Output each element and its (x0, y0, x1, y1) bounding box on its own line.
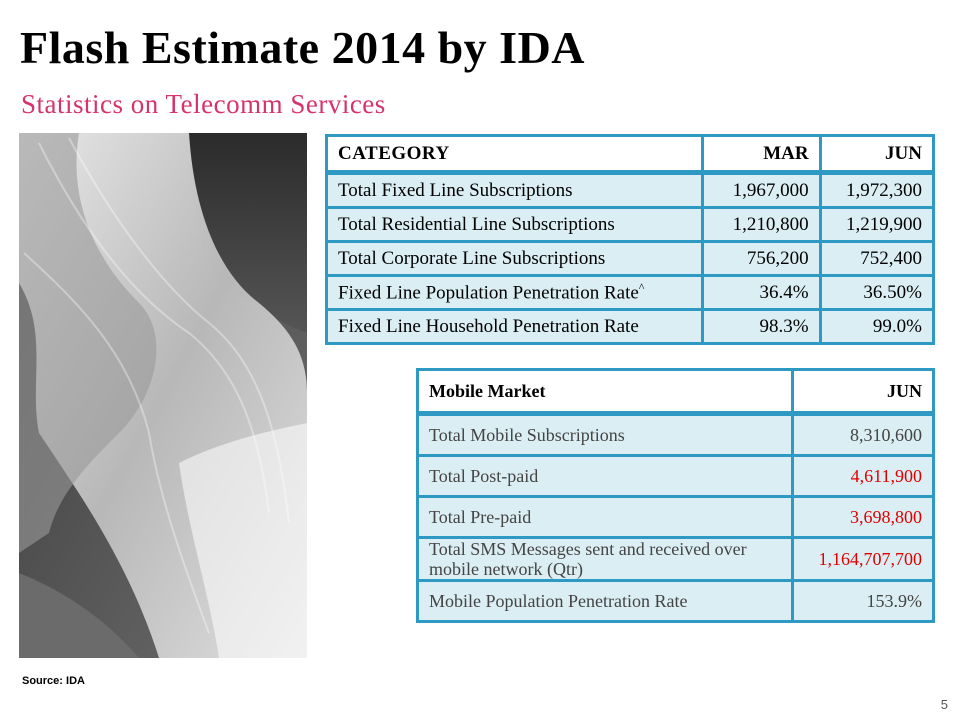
jun-value: 36.50% (820, 276, 933, 310)
column-header-mar: MAR (702, 136, 820, 173)
table-row (327, 208, 934, 242)
footnote-marker: ^ (638, 280, 645, 295)
waterfall-photo (19, 133, 307, 658)
mar-value: 1,210,800 (702, 208, 820, 242)
jun-value: 1,972,300 (820, 173, 933, 208)
row-label: Total Corporate Line Subscriptions (327, 242, 703, 276)
table-row (418, 497, 934, 538)
table-row (327, 310, 934, 344)
table-header-row (418, 370, 934, 414)
column-header-category: CATEGORY (327, 136, 703, 173)
source-note: Source: IDA (22, 675, 85, 687)
mar-value: 36.4% (702, 276, 820, 310)
table-row (327, 173, 934, 208)
jun-value: 99.0% (820, 310, 933, 344)
row-label: Total Residential Line Subscriptions (327, 208, 703, 242)
table-row (418, 538, 934, 581)
mar-value: 98.3% (702, 310, 820, 344)
mobile-market-table (416, 368, 935, 623)
row-label: Total SMS Messages sent and received over mobile network (Qtr) (418, 538, 793, 581)
row-label: Total Fixed Line Subscriptions (327, 173, 703, 208)
column-header-jun: JUN (820, 136, 933, 173)
slide-number: 5 (940, 697, 948, 712)
table-row (418, 414, 934, 456)
slide-title: Flash Estimate 2014 by IDA (20, 22, 586, 73)
row-label: Mobile Population Penetration Rate (418, 581, 793, 622)
table-row (327, 242, 934, 276)
jun-value: 8,310,600 (793, 414, 934, 456)
row-label: Total Post-paid (418, 456, 793, 497)
jun-value: 1,164,707,700 (793, 538, 934, 581)
column-header-mobile-market: Mobile Market (418, 370, 793, 414)
table-header-row (327, 136, 934, 173)
column-header-jun: JUN (793, 370, 934, 414)
slide-subtitle: Statistics on Telecomm Services (21, 89, 386, 119)
row-label-cell (327, 276, 703, 310)
jun-value: 752,400 (820, 242, 933, 276)
jun-value: 3,698,800 (793, 497, 934, 538)
table-row (418, 456, 934, 497)
row-label: Total Mobile Subscriptions (418, 414, 793, 456)
mar-value: 756,200 (702, 242, 820, 276)
jun-value: 4,611,900 (793, 456, 934, 497)
table-row (418, 581, 934, 622)
jun-value: 153.9% (793, 581, 934, 622)
fixed-line-table (325, 134, 935, 345)
mar-value: 1,967,000 (702, 173, 820, 208)
row-label: Fixed Line Population Penetration Rate (338, 282, 639, 304)
jun-value: 1,219,900 (820, 208, 933, 242)
row-label: Fixed Line Household Penetration Rate (327, 310, 703, 344)
row-label: Total Pre-paid (418, 497, 793, 538)
table-row (327, 276, 934, 310)
